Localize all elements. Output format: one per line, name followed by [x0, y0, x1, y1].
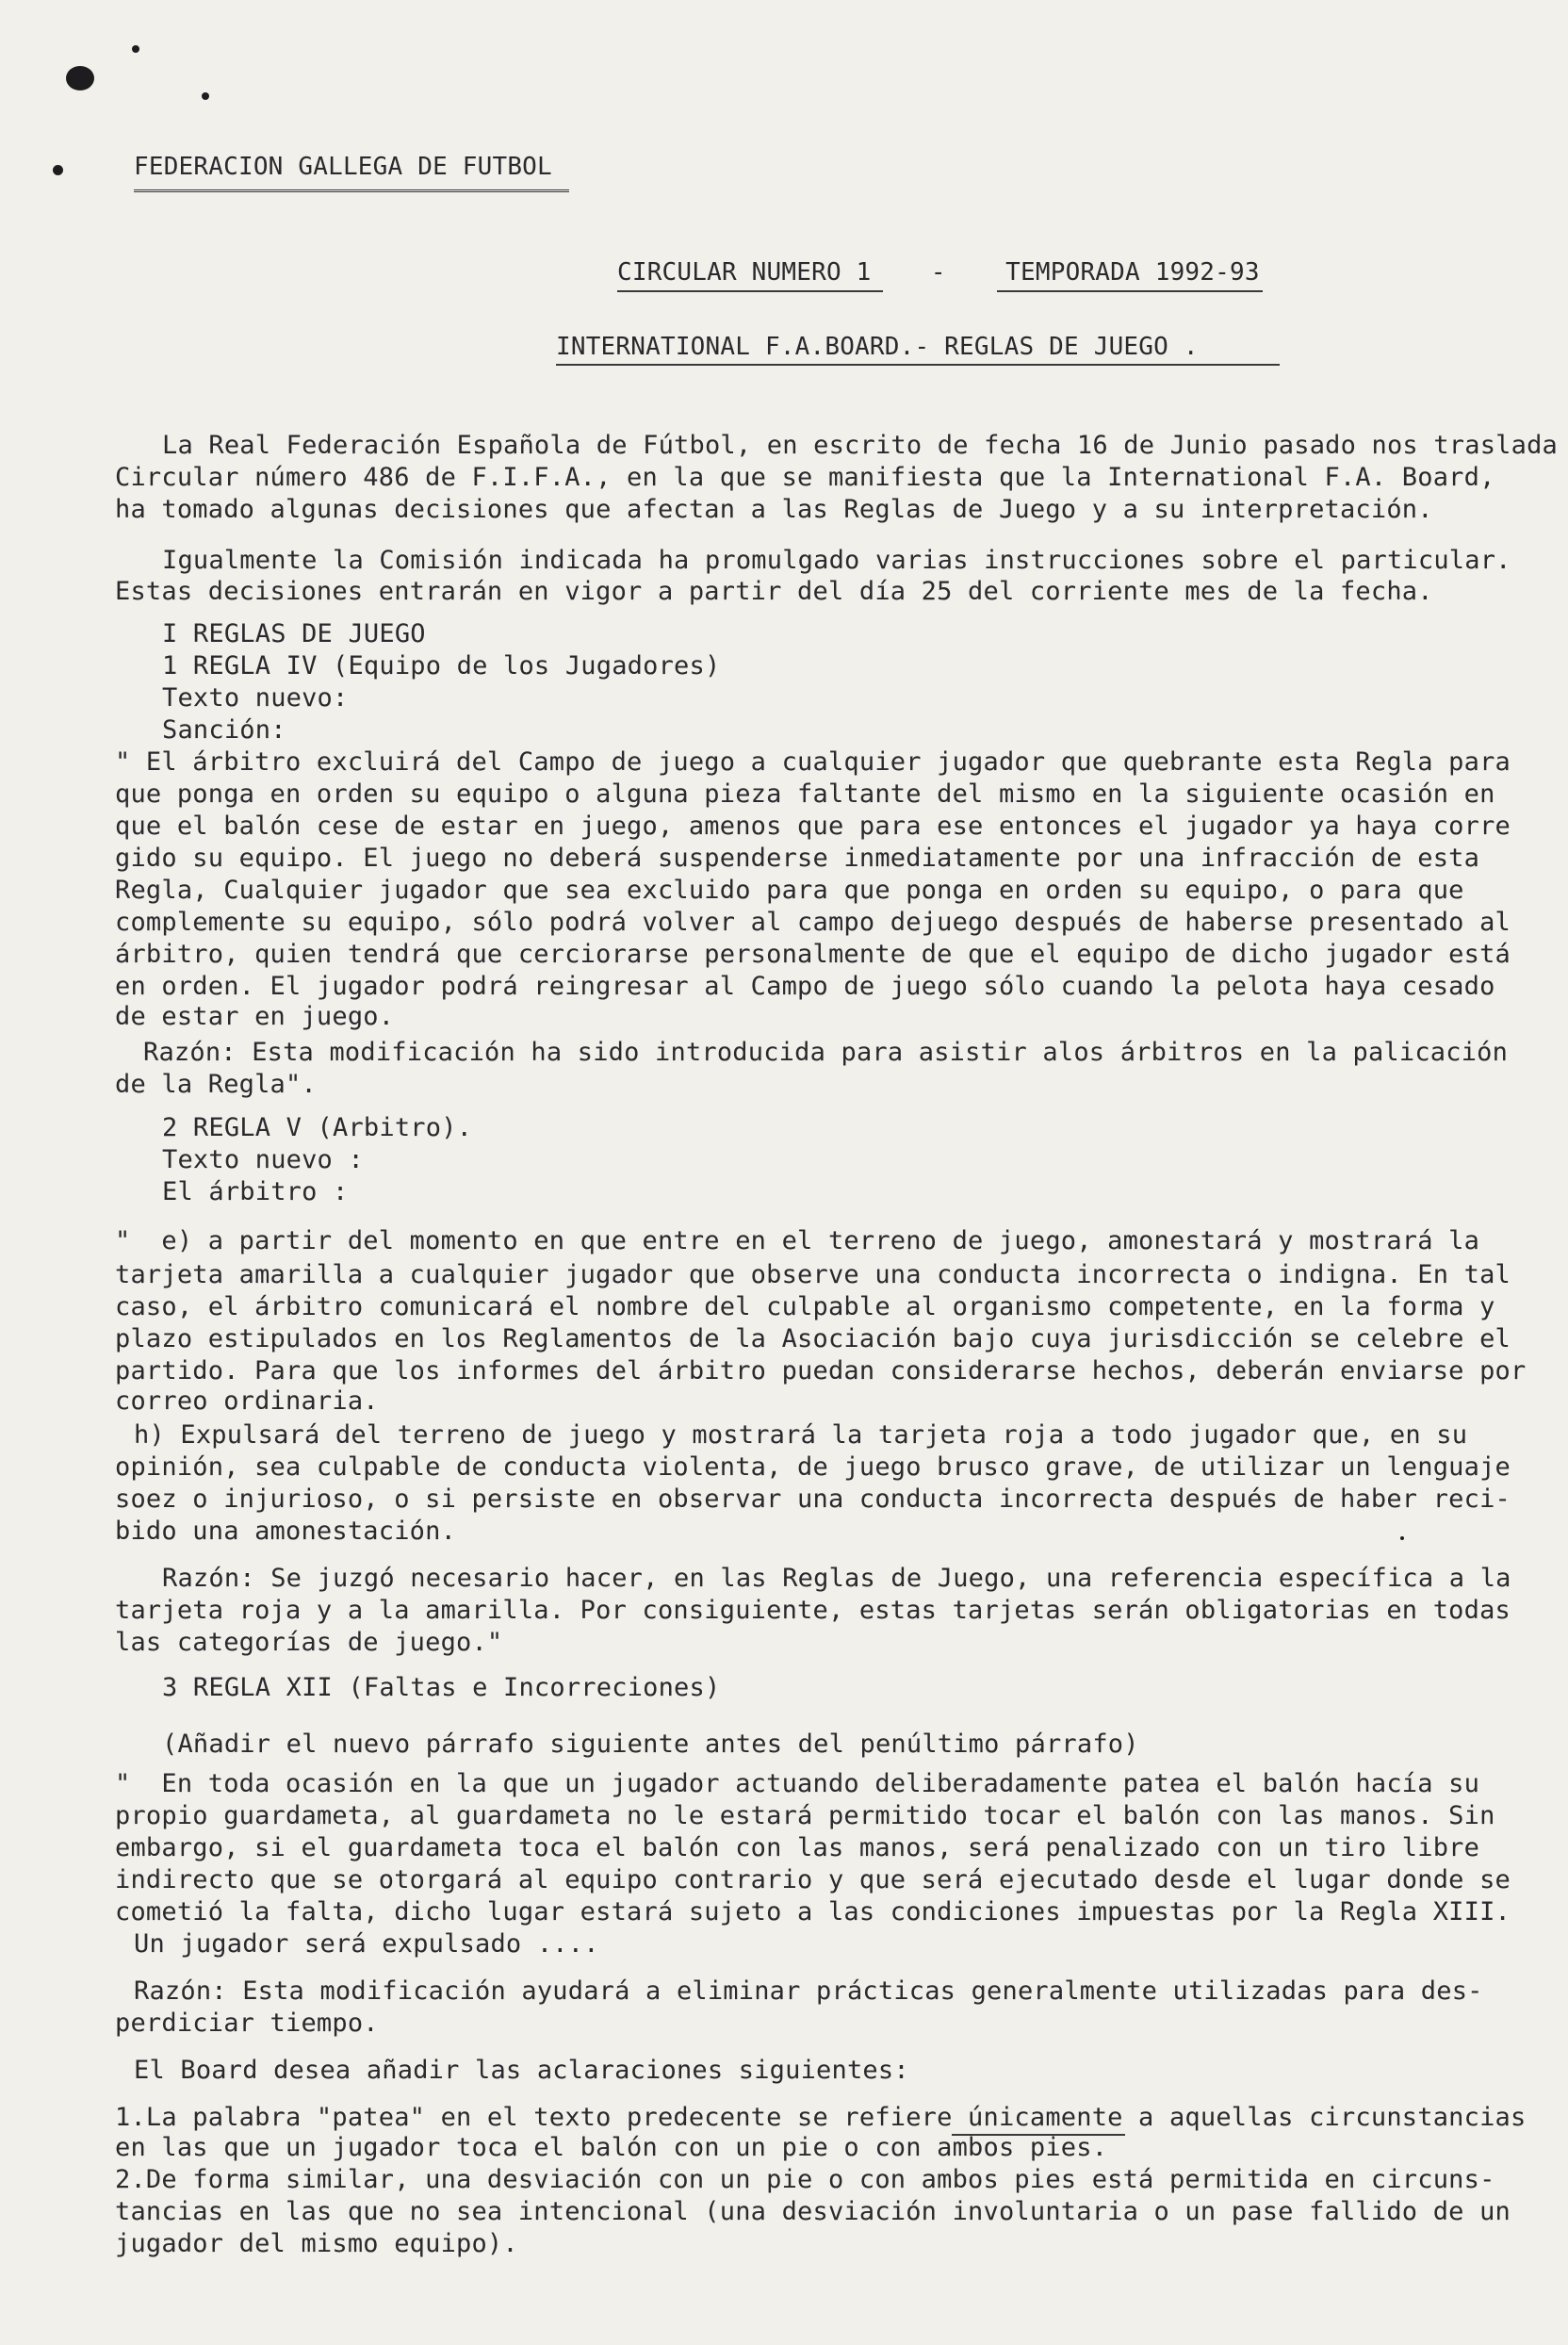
- body-line: " e) a partir del momento en que entre en el terreno de juego, amonestará y mostrará la: [115, 1226, 1480, 1255]
- body-line: caso, el árbitro comunicará el nombre del culpable al organismo competente, en la forma y: [115, 1292, 1495, 1321]
- body-line: Igualmente la Comisión indicada ha promulgado varias instrucciones sobre el particular.: [162, 546, 1511, 575]
- body-line: perdiciar tiempo.: [115, 2009, 379, 2038]
- body-line: de la Regla".: [115, 1070, 317, 1099]
- body-line: Razón: Esta modificación ayudará a eliminar prácticas generalmente utilizadas para des-: [134, 1976, 1483, 2006]
- circular-underline: [617, 290, 883, 292]
- body-line: partido. Para que los informes del árbitro puedan considerarse hechos, deberán enviarse por: [115, 1356, 1527, 1386]
- body-line: las categorías de juego.": [115, 1628, 503, 1657]
- body-line: La Real Federación Española de Fútbol, en escrito de fecha 16 de Junio pasado nos traslada: [162, 431, 1558, 460]
- body-line: h) Expulsará del terreno de juego y mostrará la tarjeta roja a todo jugador que, en su: [134, 1420, 1468, 1450]
- subject-underline: [556, 364, 1280, 366]
- organization-double-underline: [134, 189, 569, 192]
- body-line: tarjeta amarilla a cualquier jugador que observe una conducta incorrecta o indigna. En tal: [115, 1260, 1511, 1289]
- body-line: bido una amonestación.: [115, 1517, 457, 1546]
- body-line: Texto nuevo:: [162, 683, 349, 713]
- rule-heading: 1 REGLA IV (Equipo de los Jugadores): [162, 651, 721, 681]
- circular-title: CIRCULAR NUMERO 1 - TEMPORADA 1992-93: [617, 258, 1260, 287]
- organization-name: FEDERACION GALLEGA DE FUTBOL: [134, 153, 552, 181]
- body-line: Estas decisiones entrarán en vigor a partir del día 25 del corriente mes de la fecha.: [115, 577, 1433, 606]
- body-line: embargo, si el guardameta toca el balón con las manos, será penalizado con un tiro libre: [115, 1833, 1480, 1862]
- body-line: Regla, Cualquier jugador que sea excluido para que ponga en orden su equipo, o para que: [115, 876, 1464, 905]
- body-line: plazo estipulados en los Reglamentos de la Asociación bajo cuya jurisdicción se celebre el: [115, 1324, 1511, 1353]
- body-line: en las que un jugador toca el balón con un pie o con ambos pies.: [115, 2133, 1108, 2162]
- body-line: 2.De forma similar, una desviación con un pie o con ambos pies está permitida en circuns-: [115, 2165, 1495, 2194]
- body-line: Razón: Esta modificación ha sido introducida para asistir alos árbitros en la palicación: [143, 1038, 1509, 1067]
- body-line: Texto nuevo :: [162, 1145, 364, 1174]
- body-line: ha tomado algunas decisiones que afectan a las Reglas de Juego y a su interpretación.: [115, 495, 1433, 524]
- body-line: Razón: Se juzgó necesario hacer, en las Reglas de Juego, una referencia específica a la: [162, 1564, 1511, 1593]
- body-line: tancias en las que no sea intencional (una desviación involuntaria o un pase fallido de un: [115, 2197, 1511, 2226]
- ink-dot: [202, 92, 209, 100]
- body-line: que el balón cese de estar en juego, amenos que para ese entonces el jugador ya haya corre: [115, 812, 1511, 841]
- body-line: cometió la falta, dicho lugar estará sujeto a las condiciones impuestas por la Regla XIII.: [115, 1897, 1511, 1927]
- body-line: de estar en juego.: [115, 1002, 395, 1031]
- body-line: propio guardameta, al guardameta no le estará permitido tocar el balón con las manos. Sin: [115, 1801, 1495, 1830]
- rule-heading: 2 REGLA V (Arbitro).: [162, 1113, 473, 1142]
- body-line: indirecto que se otorgará al equipo contrario y que será ejecutado desde el lugar donde se: [115, 1865, 1511, 1894]
- ink-dot: [53, 165, 63, 175]
- body-line: El árbitro :: [162, 1177, 349, 1206]
- body-line: correo ordinaria.: [115, 1386, 379, 1416]
- body-line: árbitro, quien tendrá que cerciorarse personalmente de que el equipo de dicho jugador está: [115, 940, 1511, 969]
- body-line: (Añadir el nuevo párrafo siguiente antes del penúltimo párrafo): [162, 1730, 1139, 1759]
- body-line: soez o injurioso, o si persiste en observar una conducta incorrecta después de haber reci-: [115, 1484, 1511, 1514]
- rule-heading: 3 REGLA XII (Faltas e Incorreciones): [162, 1673, 721, 1702]
- body-line: Circular número 486 de F.I.F.A., en la que se manifiesta que la International F.A. Board,: [115, 463, 1495, 492]
- body-line: gido su equipo. El juego no deberá suspenderse inmediatamente por una infracción de esta: [115, 844, 1480, 873]
- ink-blot: [66, 66, 94, 90]
- body-line: " El árbitro excluirá del Campo de juego a cualquier jugador que quebrante esta Regla para: [115, 747, 1511, 777]
- season-underline: [997, 290, 1263, 292]
- body-line: tarjeta roja y a la amarilla. Por consiguiente, estas tarjetas serán obligatorias en todas: [115, 1596, 1511, 1625]
- section-heading: I REGLAS DE JUEGO: [162, 619, 426, 648]
- ink-dot: [1400, 1536, 1404, 1540]
- ink-dot: [132, 45, 139, 53]
- body-line: " En toda ocasión en la que un jugador actuando deliberadamente patea el balón hacía su: [115, 1769, 1480, 1798]
- body-line: 1.La palabra "patea" en el texto predecente se refiere únicamente a aquellas circunstancias: [115, 2103, 1527, 2132]
- body-line: Un jugador será expulsado ....: [134, 1929, 599, 1959]
- body-line: complemente su equipo, sólo podrá volver al campo dejuego después de haberse presentado al: [115, 908, 1511, 937]
- body-line: opinión, sea culpable de conducta violenta, de juego brusco grave, de utilizar un lenguaje: [115, 1452, 1511, 1482]
- body-line: El Board desea añadir las aclaraciones siguientes:: [134, 2056, 909, 2085]
- body-line: en orden. El jugador podrá reingresar al Campo de juego sólo cuando la pelota haya cesado: [115, 972, 1495, 1001]
- body-line: Sanción:: [162, 715, 286, 745]
- subject-title: INTERNATIONAL F.A.BOARD.- REGLAS DE JUEGO .: [556, 333, 1199, 361]
- body-line: jugador del mismo equipo).: [115, 2229, 518, 2258]
- body-line: que ponga en orden su equipo o alguna pieza faltante del mismo en la siguiente ocasión en: [115, 779, 1495, 809]
